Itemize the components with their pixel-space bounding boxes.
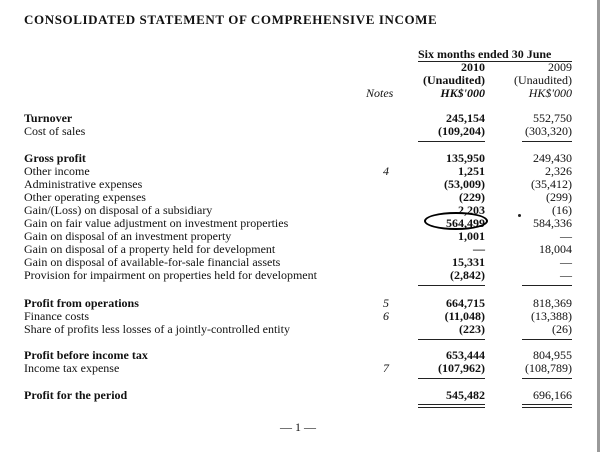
subtotal-rule-2009 <box>522 378 572 379</box>
value-2010: (229) <box>459 190 485 204</box>
value-2010: (11,048) <box>444 309 485 323</box>
row-label: Share of profits less losses of a jointly-controlled entity <box>24 322 290 336</box>
value-2009: (35,412) <box>531 177 572 191</box>
value-2010: 664,715 <box>446 296 485 310</box>
page-number-text: — 1 — <box>280 420 316 434</box>
value-2010: 2,203 <box>458 203 485 217</box>
row-label: Gain on fair value adjustment on investment properties <box>24 216 289 230</box>
value-2009: (26) <box>552 322 572 336</box>
value-2009: 696,166 <box>533 388 572 402</box>
value-2009: (299) <box>546 190 572 204</box>
row-label: Other income <box>24 164 90 178</box>
value-2010: 1,251 <box>458 164 485 178</box>
note-ref: 5 <box>383 296 389 310</box>
period-heading: Six months ended 30 June <box>418 47 552 61</box>
row-label: Cost of sales <box>24 124 86 138</box>
value-2009: 584,336 <box>533 216 572 230</box>
subtotal-rule-2009 <box>522 141 572 142</box>
value-2010: — <box>473 242 485 256</box>
value-2010: 245,154 <box>446 111 485 125</box>
total-double-rule-2009 <box>522 407 572 408</box>
subtotal-rule-2009 <box>522 339 572 340</box>
value-2009: — <box>560 255 572 269</box>
row-label: Gain/(Loss) on disposal of a subsidiary <box>24 203 213 217</box>
value-2009: 2,326 <box>545 164 572 178</box>
value-2010: (53,009) <box>444 177 485 191</box>
value-2009: 804,955 <box>533 348 572 362</box>
unit-2009: HK$'000 <box>528 86 572 100</box>
value-2009: (108,789) <box>525 361 572 375</box>
row-label: Profit before income tax <box>24 348 148 362</box>
subtotal-rule-2010 <box>418 339 485 340</box>
value-2010: (109,204) <box>438 124 485 138</box>
note-ref: 6 <box>383 309 389 323</box>
value-2010: 135,950 <box>446 151 485 165</box>
notes-heading: Notes <box>366 86 394 100</box>
value-2010: (223) <box>459 322 485 336</box>
unit-2010: HK$'000 <box>440 86 485 100</box>
row-label: Income tax expense <box>24 361 120 375</box>
value-2009: 552,750 <box>533 111 572 125</box>
value-2009: 18,004 <box>539 242 572 256</box>
statement-title: CONSOLIDATED STATEMENT OF COMPREHENSIVE INCOME <box>24 12 438 27</box>
subtotal-rule-2010 <box>418 285 485 286</box>
row-label: Other operating expenses <box>24 190 146 204</box>
subtotal-rule-2009 <box>522 285 572 286</box>
total-rule-2010 <box>418 404 485 405</box>
year-2010: 2010 <box>461 60 485 74</box>
status-2009: (Unaudited) <box>514 73 572 87</box>
value-2010: (107,962) <box>438 361 485 375</box>
value-2009: — <box>560 229 572 243</box>
value-2009: (303,320) <box>525 124 572 138</box>
row-label: Profit for the period <box>24 388 128 402</box>
row-label: Finance costs <box>24 309 89 323</box>
note-ref: 4 <box>383 164 389 178</box>
value-2010: 653,444 <box>446 348 485 362</box>
hand-drawn-circle-annotation <box>424 212 488 230</box>
value-2010: (2,842) <box>450 268 485 282</box>
row-label: Gross profit <box>24 151 86 165</box>
value-2009: (16) <box>552 203 572 217</box>
value-2010: 545,482 <box>446 388 485 402</box>
row-label: Gain on disposal of available-for-sale financial assets <box>24 255 281 269</box>
row-label: Profit from operations <box>24 296 139 310</box>
row-label: Gain on disposal of an investment property <box>24 229 232 243</box>
row-label: Turnover <box>24 111 73 125</box>
total-rule-2009 <box>522 404 572 405</box>
note-ref: 7 <box>383 361 389 375</box>
subtotal-rule-2010 <box>418 378 485 379</box>
stray-dot-mark <box>518 214 521 217</box>
value-2010: 1,001 <box>458 229 485 243</box>
year-2009: 2009 <box>548 60 572 74</box>
value-2010: 15,331 <box>452 255 485 269</box>
row-label: Gain on disposal of a property held for development <box>24 242 276 256</box>
value-2009: 818,369 <box>533 296 572 310</box>
row-label: Provision for impairment on properties held for development <box>24 268 317 282</box>
status-2010: (Unaudited) <box>422 73 485 87</box>
row-label: Administrative expenses <box>24 177 143 191</box>
total-double-rule-2010 <box>418 407 485 408</box>
value-2009: (13,388) <box>531 309 572 323</box>
value-2009: — <box>560 268 572 282</box>
page-number <box>0 420 600 435</box>
value-2010: 564,499 <box>446 216 485 230</box>
value-2009: 249,430 <box>533 151 572 165</box>
subtotal-rule-2010 <box>418 141 485 142</box>
